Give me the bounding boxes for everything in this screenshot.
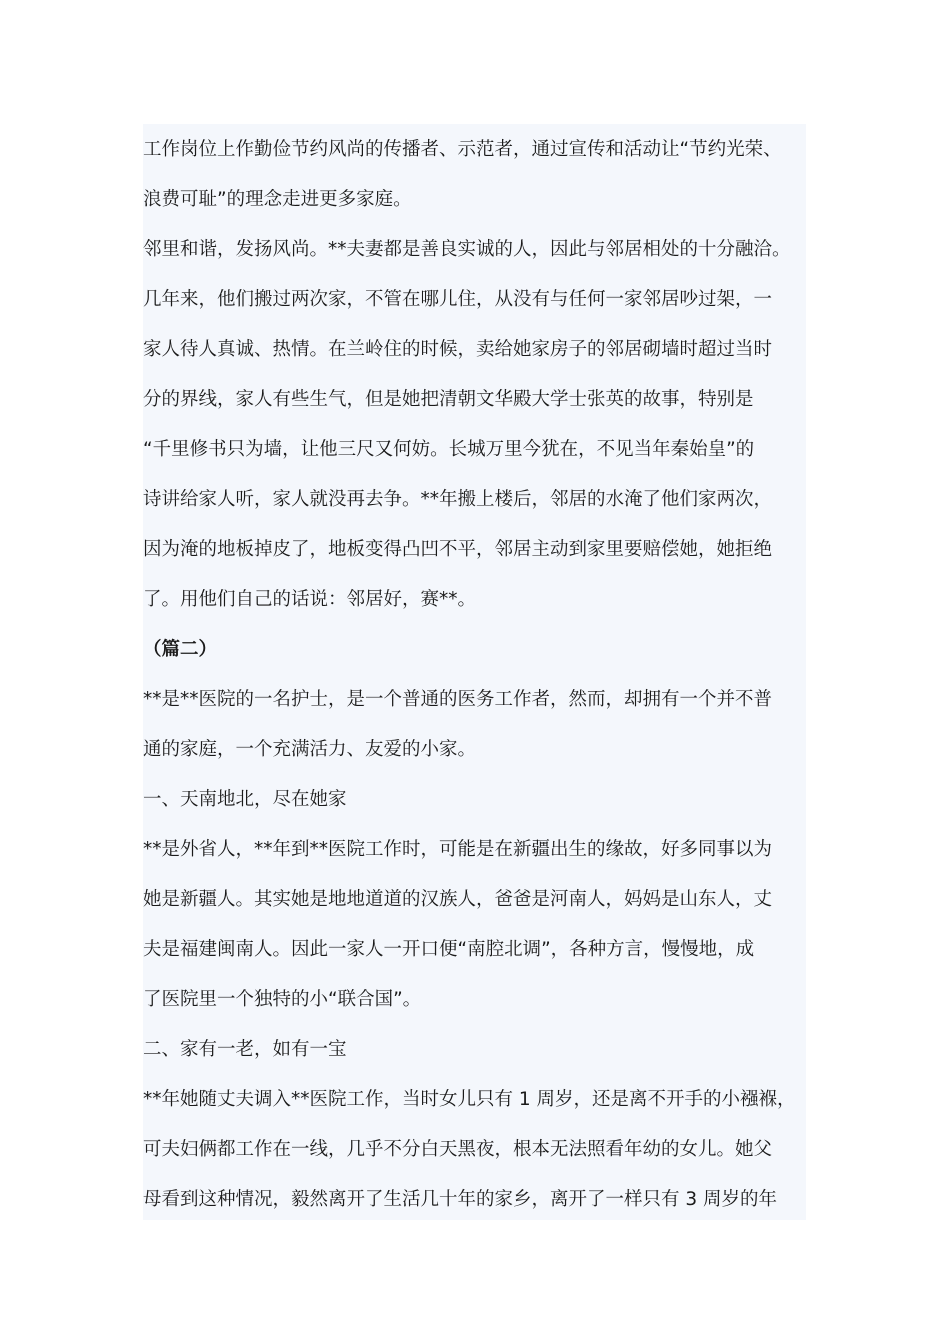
paragraph-line: 因为淹的地板掉皮了，地板变得凸凹不平，邻居主动到家里要赔偿她，她拒绝	[143, 539, 773, 560]
paragraph-line: 分的界线，家人有些生气，但是她把清朝文华殿大学士张英的故事，特别是	[143, 389, 754, 410]
paragraph-line: 通的家庭，一个充满活力、友爱的小家。	[143, 739, 477, 760]
subsection-heading: 二、家有一老，如有一宝	[143, 1039, 347, 1060]
paragraph-line: 了医院里一个独特的小“联合国”。	[143, 989, 422, 1010]
document-text-block	[143, 124, 806, 1220]
subsection-heading: 一、天南地北，尽在她家	[143, 789, 347, 810]
paragraph-line: 邻里和谐，发扬风尚。**夫妻都是善良实诚的人，因此与邻居相处的十分融洽。	[143, 239, 791, 260]
paragraph-line: 夫是福建闽南人。因此一家人一开口便“南腔北调”，各种方言，慢慢地，成	[143, 939, 755, 960]
paragraph-line: “千里修书只为墙，让他三尺又何妨。长城万里今犹在，不见当年秦始皇”的	[143, 439, 755, 460]
paragraph-line: 母看到这种情况，毅然离开了生活几十年的家乡，离开了一样只有 3 周岁的年	[143, 1189, 778, 1210]
paragraph-line: 几年来，他们搬过两次家，不管在哪儿住，从没有与任何一家邻居吵过架，一	[143, 289, 773, 310]
paragraph-line: 工作岗位上作勤俭节约风尚的传播者、示范者，通过宣传和活动让“节约光荣、	[143, 139, 782, 160]
paragraph-line: 她是新疆人。其实她是地地道道的汉族人，爸爸是河南人，妈妈是山东人，丈	[143, 889, 773, 910]
paragraph-line: 浪费可耻”的理念走进更多家庭。	[143, 189, 412, 210]
paragraph-line: **是外省人，**年到**医院工作时，可能是在新疆出生的缘故，好多同事以为	[143, 839, 773, 860]
paragraph-line: 家人待人真诚、热情。在兰岭住的时候，卖给她家房子的邻居砌墙时超过当时	[143, 339, 773, 360]
section-heading: （篇二）	[143, 639, 218, 660]
paragraph-line: 可夫妇俩都工作在一线，几乎不分白天黑夜，根本无法照看年幼的女儿。她父	[143, 1139, 773, 1160]
paragraph-line: 诗讲给家人听，家人就没再去争。**年搬上楼后，邻居的水淹了他们家两次，	[143, 489, 773, 510]
paragraph-line: **年她随丈夫调入**医院工作，当时女儿只有 1 周岁，还是离不开手的小襁褓，	[143, 1089, 796, 1110]
paragraph-line: 了。用他们自己的话说：邻居好，赛**。	[143, 589, 477, 610]
paragraph-line: **是**医院的一名护士，是一个普通的医务工作者，然而，却拥有一个并不普	[143, 689, 773, 710]
